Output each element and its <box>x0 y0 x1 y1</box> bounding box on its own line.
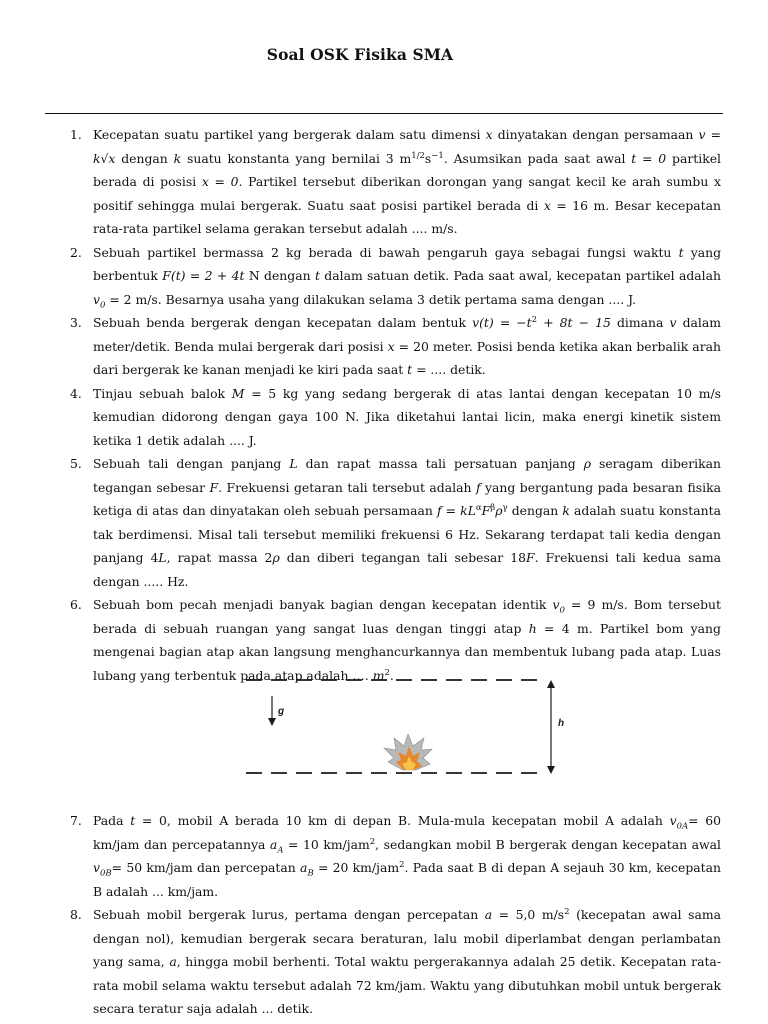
question-item <box>0 123 768 241</box>
question-item <box>0 903 768 1021</box>
subscript: 0B <box>100 868 112 879</box>
question-number: 6. <box>70 597 82 612</box>
superscript: 1/2 <box>411 150 425 161</box>
text-run: dan diberi tegangan tali sebesar 18 <box>279 550 526 565</box>
math-run: F <box>481 503 491 518</box>
text-run: , hingga mobil berhenti. Total waktu pergerakannya adalah 25 detik. Kecepatan rata-rata mobil selama waktu tersebut adalah 72 km/jam. Waktu yang dibutuhkan mobil untuk bergerak secara teratur saja adalah ... detik. <box>93 954 722 1016</box>
text-run: Sebuah benda bergerak dengan kecepatan dalam bentuk <box>93 315 473 330</box>
text-run: = 5 kg yang sedang bergerak di atas lantai dengan kecepatan 10 m/s kemudian didorong dengan gaya 100 N. Jika diketahui lantai licin, maka energi kinetik sistem ketika 1 detik adalah .... J. <box>93 385 722 448</box>
question-item <box>0 452 768 593</box>
question-number: 3. <box>70 315 82 330</box>
text-run: Pada <box>93 813 131 828</box>
text-run: yang berbentuk <box>93 244 721 283</box>
text-run: . Partikel tersebut diberikan dorongan yang sangat kecil ke arah sumbu x positif sehingga mulai bergerak. Suatu saat posisi partikel berada di <box>93 174 721 213</box>
math-run: F <box>525 550 535 565</box>
math-run: f = kL <box>436 503 476 518</box>
text-run: (kecepatan awal sama dengan nol), kemudian bergerak secara beraturan, lalu mobil diperlambat dengan perlambatan yang sama, <box>93 907 722 969</box>
question-item <box>0 241 768 312</box>
question-text <box>93 311 721 382</box>
text-run: , sedangkan mobil B bergerak dengan kecepatan awal <box>375 836 721 852</box>
question-number: 1. <box>70 127 82 142</box>
text-run: s <box>424 150 432 166</box>
text-run: Kecepatan suatu partikel yang bergerak dalam satu dimensi <box>93 127 486 142</box>
text-run: = 10 km/jam <box>283 836 370 852</box>
math-run: + 8t − 15 <box>537 315 611 330</box>
height-arrow-bottom <box>547 766 555 774</box>
text-run: dalam satuan detik. Pada saat awal, kecepatan partikel adalah <box>319 268 721 283</box>
text-run: dalam meter/detik. Benda mulai bergerak dari posisi <box>93 315 721 354</box>
question-number: 5. <box>70 456 82 471</box>
math-run: a <box>169 954 177 969</box>
text-run: suatu konstanta yang bernilai 3 m <box>181 150 412 166</box>
text-run: = 2 m/s. Besarnya usaha yang dilakukan selama 3 detik pertama sama dengan .... J. <box>105 291 637 307</box>
text-run: Tinjau sebuah balok <box>93 385 232 401</box>
math-run: x = 0 <box>201 174 239 189</box>
text-run: Sebuah partikel bermassa 2 kg berada di bawah pengaruh gaya sebagai fungsi waktu <box>93 244 679 260</box>
math-run: v <box>93 291 100 307</box>
math-run: v <box>669 315 677 330</box>
text-run: . <box>389 667 394 683</box>
text-run: = 9 m/s. Bom tersebut berada di sebuah ruangan yang sangat luas dengan tinggi atap <box>93 597 722 636</box>
subscript: 0 <box>559 605 565 616</box>
gravity-label: g <box>278 706 285 717</box>
question-number: 8. <box>70 907 82 922</box>
question-text <box>93 241 721 312</box>
superscript: −1 <box>431 150 444 161</box>
text-run: . Frekuensi getaran tali tersebut adalah <box>218 479 476 495</box>
superscript: 2 <box>564 906 570 917</box>
text-run: dan rapat massa tali persatuan panjang <box>297 456 584 471</box>
question-text <box>93 809 721 903</box>
text-run: Sebuah bom pecah menjadi banyak bagian dengan kecepatan identik <box>93 597 553 612</box>
math-run: t <box>130 813 136 828</box>
math-run: M <box>231 385 245 401</box>
math-run: m <box>372 667 385 683</box>
math-run: v <box>669 813 677 828</box>
text-run: Sebuah tali dengan panjang <box>93 456 290 471</box>
superscript: 2 <box>384 667 390 678</box>
explosion-icon <box>384 734 432 770</box>
math-run: t <box>678 244 684 260</box>
math-run: x <box>387 338 395 354</box>
question-item <box>0 382 768 453</box>
math-run: x <box>485 127 493 142</box>
math-run: L <box>289 456 298 471</box>
question-item <box>0 311 768 382</box>
math-run: f <box>475 479 481 495</box>
math-run: k <box>562 503 570 518</box>
text-run: = 20 km/jam <box>313 860 400 875</box>
subscript: A <box>277 844 284 855</box>
question-number: 4. <box>70 385 82 401</box>
question-item <box>0 593 768 687</box>
math-run: ρ <box>495 503 503 518</box>
text-run: = 4 m. Partikel bom yang mengenai bagian atap akan langsung menghancurkannya dan membentuk lubang pada atap. Luas lubang yang terbentuk pada atap adalah …. <box>93 620 721 683</box>
math-run: a <box>484 907 493 922</box>
text-run: , rapat massa 2 <box>166 550 273 565</box>
math-run: F <box>209 479 219 495</box>
page-title: Soal OSK Fisika SMA <box>266 45 454 64</box>
math-run: t <box>314 268 320 283</box>
math-run: ρ <box>583 456 591 471</box>
math-run: v = k√x <box>93 127 721 166</box>
header-divider <box>45 113 723 114</box>
bomb-room-diagram <box>238 674 568 782</box>
question-text <box>93 382 721 453</box>
height-arrow-top <box>547 680 555 688</box>
text-run: = 16 m. Besar kecepatan rata-rata partikel selama gerakan tersebut adalah .... m/s. <box>93 197 722 236</box>
math-run: ρ <box>272 550 280 565</box>
math-run: L <box>158 550 167 565</box>
question-text <box>93 903 721 1021</box>
superscript: α <box>475 502 482 513</box>
math-run: h <box>528 620 537 636</box>
text-run: dimana <box>610 315 670 330</box>
superscript: β <box>490 502 496 513</box>
text-run: N dengan <box>244 268 315 283</box>
math-run: v <box>93 860 100 875</box>
math-run: v <box>552 597 560 612</box>
text-run: dinyatakan dengan persamaan <box>492 127 699 142</box>
text-run: . Pada saat B di depan A sejauh 30 km, kecepatan B adalah ... km/jam. <box>93 860 721 899</box>
math-run: a <box>300 860 308 875</box>
math-run: k <box>173 150 182 166</box>
superscript: 2 <box>399 859 405 870</box>
question-item <box>0 809 768 903</box>
subscript: 0A <box>676 821 689 832</box>
superscript: 2 <box>369 836 376 847</box>
height-label: h <box>558 718 565 729</box>
math-run: x <box>543 197 551 213</box>
text-run: = 0, mobil A berada 10 km di depan B. Mula-mula kecepatan mobil A adalah <box>135 813 670 828</box>
math-run: t = 0 <box>631 150 667 166</box>
question-list <box>0 123 768 1021</box>
text-run: dengan <box>507 503 563 518</box>
question-text <box>93 452 721 593</box>
math-run: F(t) = 2 + 4t <box>162 268 245 283</box>
math-run: a <box>269 836 278 852</box>
text-run: = .... detik. <box>412 362 486 377</box>
question-text <box>93 593 721 687</box>
superscript: γ <box>502 502 508 513</box>
math-run: t <box>407 362 413 377</box>
text-run: = 60 km/jam dan percepatannya <box>93 813 721 852</box>
text-run: = 20 meter. Posisi benda ketika akan berbalik arah dari bergerak ke kanan menjadi ke kiri pada saat <box>93 338 721 377</box>
text-run: = 5,0 m/s <box>492 907 565 922</box>
text-run: partikel berada di posisi <box>93 150 721 189</box>
subscript: B <box>307 868 314 879</box>
subscript: 0 <box>100 299 106 310</box>
text-run: dengan <box>115 150 174 166</box>
text-run: seragam diberikan tegangan sebesar <box>93 456 721 495</box>
text-run: yang bergantung pada besaran fisika ketiga di atas dan dinyatakan oleh sebuah persamaan <box>93 479 721 518</box>
superscript: 2 <box>531 314 538 325</box>
text-run: . Asumsikan pada saat awal <box>443 150 632 166</box>
text-run: Sebuah mobil bergerak lurus, pertama dengan percepatan <box>93 907 485 922</box>
gravity-arrow-head <box>268 718 276 726</box>
question-number: 2. <box>70 244 82 260</box>
text-run: adalah suatu konstanta tak berdimensi. Misal tali tersebut memiliki frekuensi 6 Hz. Sekarang terdapat tali kedia dengan panjang 4 <box>93 503 721 565</box>
text-run: = 50 km/jam dan percepatan <box>111 860 301 875</box>
text-run: . Frekuensi tali kedua sama dengan ..... Hz. <box>93 550 721 589</box>
math-run: v(t) = −t <box>472 315 532 330</box>
question-text <box>93 123 721 241</box>
question-number: 7. <box>70 813 82 828</box>
